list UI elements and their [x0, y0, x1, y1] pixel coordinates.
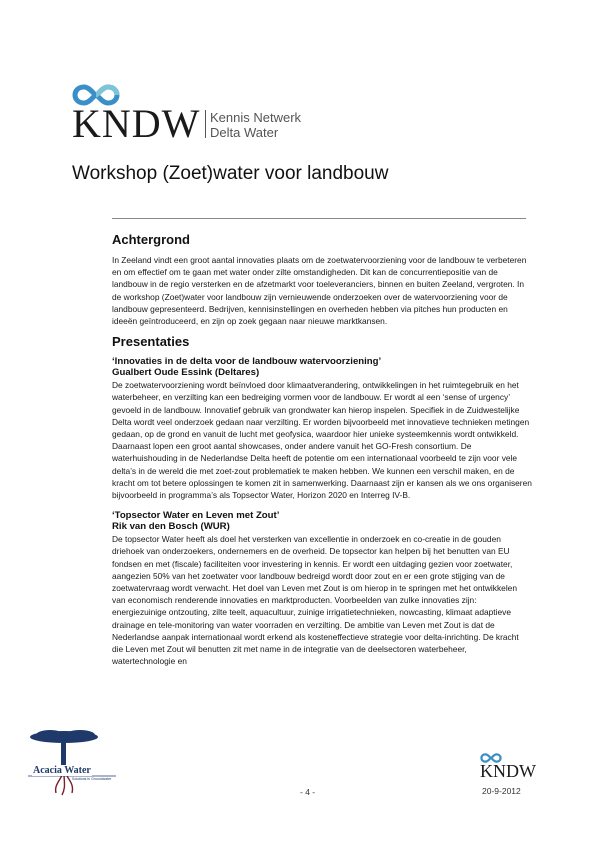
logo-line-1: Kennis Netwerk [210, 110, 302, 125]
talk-speaker: Gualbert Oude Essink (Deltares) [112, 367, 260, 379]
logo-line-2: Delta Water [210, 125, 279, 140]
logo-wordmark: KNDW [72, 101, 201, 146]
logo-divider [205, 110, 206, 138]
acacia-water-logo [20, 727, 120, 797]
document-body [112, 232, 532, 667]
acacia-tree-icon [20, 727, 120, 797]
talk-speaker: Rik van den Bosch (WUR) [112, 521, 230, 533]
acacia-name: Acacia Water [33, 765, 91, 776]
kndw-logo [72, 84, 332, 144]
page-title: Workshop (Zoet)water voor landbouw [72, 163, 389, 184]
section-heading-presentaties: Presentaties [112, 334, 190, 350]
section-presentaties [112, 334, 532, 667]
title-divider [112, 218, 526, 219]
logo-subtitle [210, 110, 301, 140]
talk-paragraph: De topsector Water heeft als doel het versterken van excellentie in onderzoek en co-creatie in de gouden driehoek van onderzoekers, ondernemers en de overheid. De topsector kan helpen bij het benutten van EU fondsen en met (fiscale) faciliteiten voor investering in kennis. Er wordt een uitdaging gezien voor zoetwater, aangezien 50% van het zoetwater voor landbouw bedreigd wordt door zout en er een grote stijging van de zoetwatervraag wordt verwacht. Het doel van Leven met Zout is om hierop in te springen met het ontwikkelen van economisch renderende innovaties en marktproducten. Voorbeelden van zulke innovaties zijn: energiezuinige ontzouting, zilte teelt, aquacultuur, zuinige irrigatietechnieken, nowcasting, klimaat adaptieve drainage en tele-monitoring van water voorraden en verzilting. De ambitie van Leven met Zout is dat de Nederlandse aanpak internationaal wordt erkend als kosteneffectieve strategie voor delta-inrichting. De kracht die Leven met Zout wil benutten zit met name in de integratie van de deelsectoren waterbeheer, watertechnologie en [112, 534, 519, 667]
footer-wordmark: KNDW [480, 761, 536, 781]
talk-title: ‘Topsector Water en Leven met Zout’ [112, 510, 280, 522]
footer-date: 20-9-2012 [482, 786, 521, 796]
page-number: - 4 - [300, 787, 316, 797]
talk-item [112, 356, 532, 501]
section-achtergrond [112, 232, 532, 327]
achtergrond-paragraph: In Zeeland vindt een groot aantal innovaties plaats om de zoetwatervoorziening voor de landbouw te verbeteren en om effectief om te gaan met water onder zilte omstandigheden. Dit kan de concurrentiepositie van de landbouw in de regio versterken en de afzetmarkt voor toeleveranciers, binnen en buiten Zeeland, vergroten. In de workshop (Zoet)water voor landbouw zijn vernieuwende onderzoeken over de watervoorziening voor de landbouw gepresenteerd. Bedrijven, kennisinstellingen en overheden hebben via pitches hun producten en ideeën geïntroduceerd, en zijn op zoek gegaan naar nieuwe marktkansen. [112, 255, 527, 327]
talk-paragraph: De zoetwatervoorziening wordt beïnvloed door klimaatverandering, ontwikkelingen in het ruimtegebruik en het waterbeheer, en verzilting kan een bedreiging vormen voor de landbouw. Er wordt al een ‘sense of urgency’ gevoeld in de landbouw. Innovatief gebruik van grondwater kan hierop inspelen. Specifiek in de Zuidwestelijke Delta wordt veel onderzoek gedaan naar verzilting. Er worden bijvoorbeeld met innovatieve technieken metingen gedaan, op de grond en vanuit de lucht met geofysica, waardoor hier unieke systeemkennis wordt ontwikkeld. Daarnaast lopen een groot aantal showcases, onder andere vanuit het GO-Fresh consortium. De waterhuishouding in de Nederlandse Delta heeft de potentie om een internationaal voorbeeld te zijn voor vele delta’s in de wereld die met zoet-zout problematiek te maken hebben. We kunnen een verschil maken, en de kracht om tot betere oplossingen te komen zit in samenwerking. Daarnaast zijn er kansen als we ons organiseren bijvoorbeeld in programma’s als Topsector Water, Horizon 2020 en Interreg IV-B. [112, 380, 532, 501]
acacia-tagline: Solutions in Groundwater [72, 777, 112, 781]
footer-kndw-logo [477, 753, 537, 783]
talk-title: ‘Innovaties in de delta voor de landbouw watervoorziening’ [112, 356, 382, 368]
talk-item [112, 510, 532, 667]
section-heading-achtergrond: Achtergrond [112, 232, 190, 247]
